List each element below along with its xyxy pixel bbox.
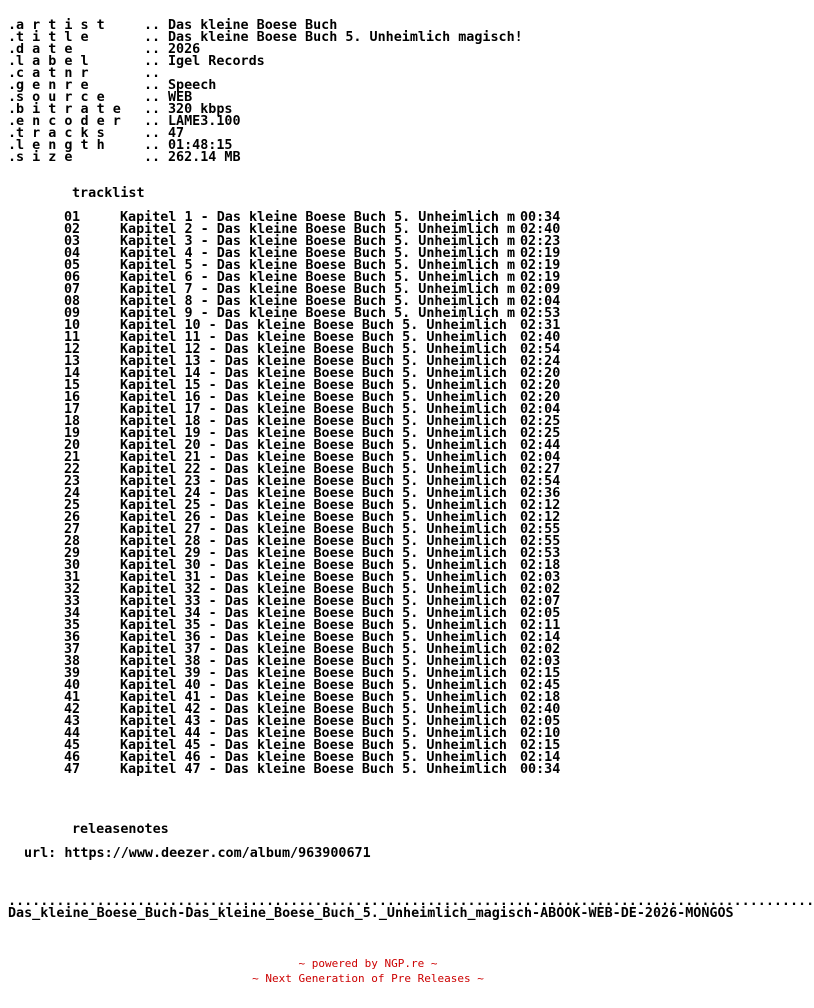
- info-separator: ..: [144, 18, 161, 33]
- track-duration: 02:14: [520, 750, 561, 765]
- info-separator: ..: [144, 150, 161, 165]
- track-title: Kapitel 13 - Das kleine Boese Buch 5. Unheimlich: [120, 354, 516, 369]
- track-title: Kapitel 10 - Das kleine Boese Buch 5. Unheimlich: [120, 318, 516, 333]
- track-duration: 02:03: [520, 570, 561, 585]
- track-title: Kapitel 16 - Das kleine Boese Buch 5. Unheimlich: [120, 390, 516, 405]
- track-duration: 02:09: [520, 282, 561, 297]
- track-number: 02: [64, 222, 81, 237]
- track-duration: 02:07: [520, 594, 561, 609]
- track-title: Kapitel 12 - Das kleine Boese Buch 5. Unheimlich: [120, 342, 516, 357]
- track-duration: 02:12: [520, 510, 561, 525]
- track-duration: 02:31: [520, 318, 561, 333]
- track-number: 25: [64, 498, 81, 513]
- track-title: Kapitel 36 - Das kleine Boese Buch 5. Unheimlich: [120, 630, 516, 645]
- info-row: [8, 152, 734, 164]
- track-duration: 02:53: [520, 306, 561, 321]
- info-value: 262.14 MB: [168, 150, 241, 165]
- track-row: [8, 764, 734, 776]
- footer-powered-by: ~ powered by NGP.re ~: [298, 957, 438, 970]
- track-title: Kapitel 3 - Das kleine Boese Buch 5. Unheimlich m: [120, 234, 516, 249]
- track-title: Kapitel 17 - Das kleine Boese Buch 5. Unheimlich: [120, 402, 516, 417]
- track-number: 18: [64, 414, 81, 429]
- info-key: .g e n r e: [8, 78, 89, 93]
- track-duration: 02:04: [520, 450, 561, 465]
- dot-divider: ....................................................................................................: [8, 894, 814, 909]
- track-duration: 02:45: [520, 678, 561, 693]
- info-row: [8, 116, 734, 128]
- track-duration: 02:12: [520, 498, 561, 513]
- track-number: 19: [64, 426, 81, 441]
- track-title: Kapitel 18 - Das kleine Boese Buch 5. Unheimlich: [120, 414, 516, 429]
- track-number: 11: [64, 330, 81, 345]
- track-duration: 02:18: [520, 558, 561, 573]
- info-key: .c a t n r: [8, 66, 89, 81]
- track-title: Kapitel 6 - Das kleine Boese Buch 5. Unheimlich m: [120, 270, 516, 285]
- track-duration: 02:19: [520, 258, 561, 273]
- track-title: Kapitel 19 - Das kleine Boese Buch 5. Unheimlich: [120, 426, 516, 441]
- info-value: Das kleine Boese Buch: [168, 18, 338, 33]
- track-number: 14: [64, 366, 81, 381]
- track-title: Kapitel 7 - Das kleine Boese Buch 5. Unheimlich m: [120, 282, 516, 297]
- info-separator: ..: [144, 138, 161, 153]
- track-duration: 00:34: [520, 762, 561, 777]
- info-value: 2026: [168, 42, 201, 57]
- info-row: [8, 80, 734, 92]
- url-label: url:: [24, 846, 57, 861]
- track-duration: 02:54: [520, 342, 561, 357]
- track-duration: 02:14: [520, 630, 561, 645]
- track-title: Kapitel 41 - Das kleine Boese Buch 5. Unheimlich: [120, 690, 516, 705]
- track-duration: 02:27: [520, 462, 561, 477]
- info-separator: ..: [144, 30, 161, 45]
- info-row: [8, 56, 734, 68]
- track-number: 08: [64, 294, 81, 309]
- info-separator: ..: [144, 78, 161, 93]
- track-number: 43: [64, 714, 81, 729]
- info-value: Speech: [168, 78, 217, 93]
- track-duration: 02:20: [520, 390, 561, 405]
- release-name: Das_kleine_Boese_Buch-Das_kleine_Boese_Buch_5._Unheimlich_magisch-ABOOK-WEB-DE-2026-MONGOS: [8, 906, 734, 921]
- track-duration: 02:20: [520, 366, 561, 381]
- track-title: Kapitel 23 - Das kleine Boese Buch 5. Unheimlich: [120, 474, 516, 489]
- track-title: Kapitel 20 - Das kleine Boese Buch 5. Unheimlich: [120, 438, 516, 453]
- track-number: 09: [64, 306, 81, 321]
- track-number: 05: [64, 258, 81, 273]
- info-value: 47: [168, 126, 185, 141]
- track-title: Kapitel 14 - Das kleine Boese Buch 5. Unheimlich: [120, 366, 516, 381]
- track-title: Kapitel 5 - Das kleine Boese Buch 5. Unheimlich m: [120, 258, 516, 273]
- track-number: 29: [64, 546, 81, 561]
- info-key: .d a t e: [8, 42, 73, 57]
- track-number: 10: [64, 318, 81, 333]
- track-number: 16: [64, 390, 81, 405]
- track-number: 07: [64, 282, 81, 297]
- track-duration: 02:23: [520, 234, 561, 249]
- url-row: [8, 848, 734, 860]
- track-duration: 02:44: [520, 438, 561, 453]
- track-number: 04: [64, 246, 81, 261]
- track-title: Kapitel 42 - Das kleine Boese Buch 5. Unheimlich: [120, 702, 516, 717]
- track-number: 36: [64, 630, 81, 645]
- track-number: 17: [64, 402, 81, 417]
- track-title: Kapitel 40 - Das kleine Boese Buch 5. Unheimlich: [120, 678, 516, 693]
- info-separator: ..: [144, 42, 161, 57]
- info-value: Igel Records: [168, 54, 265, 69]
- track-duration: 02:25: [520, 414, 561, 429]
- track-number: 42: [64, 702, 81, 717]
- track-title: Kapitel 35 - Das kleine Boese Buch 5. Unheimlich: [120, 618, 516, 633]
- info-value: 01:48:15: [168, 138, 233, 153]
- track-number: 26: [64, 510, 81, 525]
- info-row: [8, 68, 734, 80]
- track-duration: 02:53: [520, 546, 561, 561]
- track-number: 35: [64, 618, 81, 633]
- track-number: 13: [64, 354, 81, 369]
- track-title: Kapitel 26 - Das kleine Boese Buch 5. Unheimlich: [120, 510, 516, 525]
- track-number: 33: [64, 594, 81, 609]
- track-title: Kapitel 43 - Das kleine Boese Buch 5. Unheimlich: [120, 714, 516, 729]
- track-title: Kapitel 28 - Das kleine Boese Buch 5. Unheimlich: [120, 534, 516, 549]
- track-duration: 02:55: [520, 522, 561, 537]
- tracklist: [8, 212, 734, 776]
- info-key: .s i z e: [8, 150, 73, 165]
- track-number: 46: [64, 750, 81, 765]
- track-duration: 02:15: [520, 738, 561, 753]
- info-key: .b i t r a t e: [8, 102, 121, 117]
- track-title: Kapitel 1 - Das kleine Boese Buch 5. Unheimlich m: [120, 210, 516, 225]
- track-duration: 00:34: [520, 210, 561, 225]
- track-duration: 02:19: [520, 246, 561, 261]
- info-key: .t i t l e: [8, 30, 89, 45]
- nfo-text: [8, 18, 814, 921]
- track-title: Kapitel 39 - Das kleine Boese Buch 5. Unheimlich: [120, 666, 516, 681]
- track-duration: 02:04: [520, 294, 561, 309]
- info-key: .e n c o d e r: [8, 114, 121, 129]
- track-number: 22: [64, 462, 81, 477]
- track-number: 20: [64, 438, 81, 453]
- track-duration: 02:10: [520, 726, 561, 741]
- track-title: Kapitel 15 - Das kleine Boese Buch 5. Unheimlich: [120, 378, 516, 393]
- track-title: Kapitel 27 - Das kleine Boese Buch 5. Unheimlich: [120, 522, 516, 537]
- track-title: Kapitel 8 - Das kleine Boese Buch 5. Unheimlich m: [120, 294, 516, 309]
- track-duration: 02:03: [520, 654, 561, 669]
- track-number: 39: [64, 666, 81, 681]
- track-title: Kapitel 11 - Das kleine Boese Buch 5. Unheimlich: [120, 330, 516, 345]
- track-number: 31: [64, 570, 81, 585]
- track-number: 41: [64, 690, 81, 705]
- info-key: .l a b e l: [8, 54, 89, 69]
- info-block: [8, 20, 734, 164]
- track-duration: 02:25: [520, 426, 561, 441]
- info-separator: ..: [144, 102, 161, 117]
- url-link[interactable]: https://www.deezer.com/album/963900671: [64, 846, 371, 861]
- track-number: 45: [64, 738, 81, 753]
- track-duration: 02:02: [520, 642, 561, 657]
- info-row: [8, 128, 734, 140]
- track-title: Kapitel 44 - Das kleine Boese Buch 5. Unheimlich: [120, 726, 516, 741]
- track-duration: 02:04: [520, 402, 561, 417]
- track-duration: 02:02: [520, 582, 561, 597]
- track-duration: 02:40: [520, 330, 561, 345]
- track-number: 28: [64, 534, 81, 549]
- track-title: Kapitel 30 - Das kleine Boese Buch 5. Unheimlich: [120, 558, 516, 573]
- track-duration: 02:05: [520, 606, 561, 621]
- track-title: Kapitel 29 - Das kleine Boese Buch 5. Unheimlich: [120, 546, 516, 561]
- track-title: Kapitel 25 - Das kleine Boese Buch 5. Unheimlich: [120, 498, 516, 513]
- info-row: [8, 32, 734, 44]
- info-value: WEB: [168, 90, 193, 105]
- track-title: Kapitel 34 - Das kleine Boese Buch 5. Unheimlich: [120, 606, 516, 621]
- track-number: 23: [64, 474, 81, 489]
- track-duration: 02:40: [520, 702, 561, 717]
- info-key: .l e n g t h: [8, 138, 105, 153]
- info-value: 320 kbps: [168, 102, 233, 117]
- track-number: 38: [64, 654, 81, 669]
- track-duration: 02:19: [520, 270, 561, 285]
- track-number: 06: [64, 270, 81, 285]
- info-key: .t r a c k s: [8, 126, 105, 141]
- info-separator: ..: [144, 126, 161, 141]
- track-title: Kapitel 21 - Das kleine Boese Buch 5. Unheimlich: [120, 450, 516, 465]
- track-number: 15: [64, 378, 81, 393]
- track-duration: 02:36: [520, 486, 561, 501]
- track-duration: 02:24: [520, 354, 561, 369]
- info-row: [8, 140, 734, 152]
- track-duration: 02:40: [520, 222, 561, 237]
- track-duration: 02:20: [520, 378, 561, 393]
- track-number: 27: [64, 522, 81, 537]
- track-title: Kapitel 32 - Das kleine Boese Buch 5. Unheimlich: [120, 582, 516, 597]
- track-number: 30: [64, 558, 81, 573]
- track-number: 44: [64, 726, 81, 741]
- info-value: LAME3.100: [168, 114, 241, 129]
- track-number: 24: [64, 486, 81, 501]
- track-duration: 02:15: [520, 666, 561, 681]
- track-title: Kapitel 45 - Das kleine Boese Buch 5. Unheimlich: [120, 738, 516, 753]
- track-duration: 02:05: [520, 714, 561, 729]
- track-duration: 02:55: [520, 534, 561, 549]
- track-number: 32: [64, 582, 81, 597]
- track-title: Kapitel 38 - Das kleine Boese Buch 5. Unheimlich: [120, 654, 516, 669]
- track-title: Kapitel 46 - Das kleine Boese Buch 5. Unheimlich: [120, 750, 516, 765]
- track-title: Kapitel 2 - Das kleine Boese Buch 5. Unheimlich m: [120, 222, 516, 237]
- info-separator: ..: [144, 90, 161, 105]
- track-number: 34: [64, 606, 81, 621]
- track-title: Kapitel 4 - Das kleine Boese Buch 5. Unheimlich m: [120, 246, 516, 261]
- info-row: [8, 44, 734, 56]
- releasenotes-heading: releasenotes: [72, 822, 169, 837]
- track-duration: 02:11: [520, 618, 561, 633]
- info-separator: ..: [144, 114, 161, 129]
- track-number: 12: [64, 342, 81, 357]
- track-number: 47: [64, 762, 81, 777]
- track-number: 40: [64, 678, 81, 693]
- info-key: .a r t i s t: [8, 18, 105, 33]
- info-value: Das kleine Boese Buch 5. Unheimlich magisch!: [168, 30, 523, 45]
- info-separator: ..: [144, 54, 161, 69]
- track-number: 37: [64, 642, 81, 657]
- track-number: 03: [64, 234, 81, 249]
- track-title: Kapitel 47 - Das kleine Boese Buch 5. Unheimlich: [120, 762, 516, 777]
- track-title: Kapitel 37 - Das kleine Boese Buch 5. Unheimlich: [120, 642, 516, 657]
- track-title: Kapitel 33 - Das kleine Boese Buch 5. Unheimlich: [120, 594, 516, 609]
- info-separator: ..: [144, 66, 161, 81]
- track-title: Kapitel 24 - Das kleine Boese Buch 5. Unheimlich: [120, 486, 516, 501]
- tracklist-heading: tracklist: [72, 186, 145, 201]
- track-title: Kapitel 9 - Das kleine Boese Buch 5. Unheimlich m: [120, 306, 516, 321]
- track-duration: 02:54: [520, 474, 561, 489]
- track-number: 01: [64, 210, 81, 225]
- track-number: 21: [64, 450, 81, 465]
- track-title: Kapitel 22 - Das kleine Boese Buch 5. Unheimlich: [120, 462, 516, 477]
- info-key: .s o u r c e: [8, 90, 105, 105]
- track-title: Kapitel 31 - Das kleine Boese Buch 5. Unheimlich: [120, 570, 516, 585]
- footer-tagline: ~ Next Generation of Pre Releases ~: [252, 972, 484, 985]
- track-duration: 02:18: [520, 690, 561, 705]
